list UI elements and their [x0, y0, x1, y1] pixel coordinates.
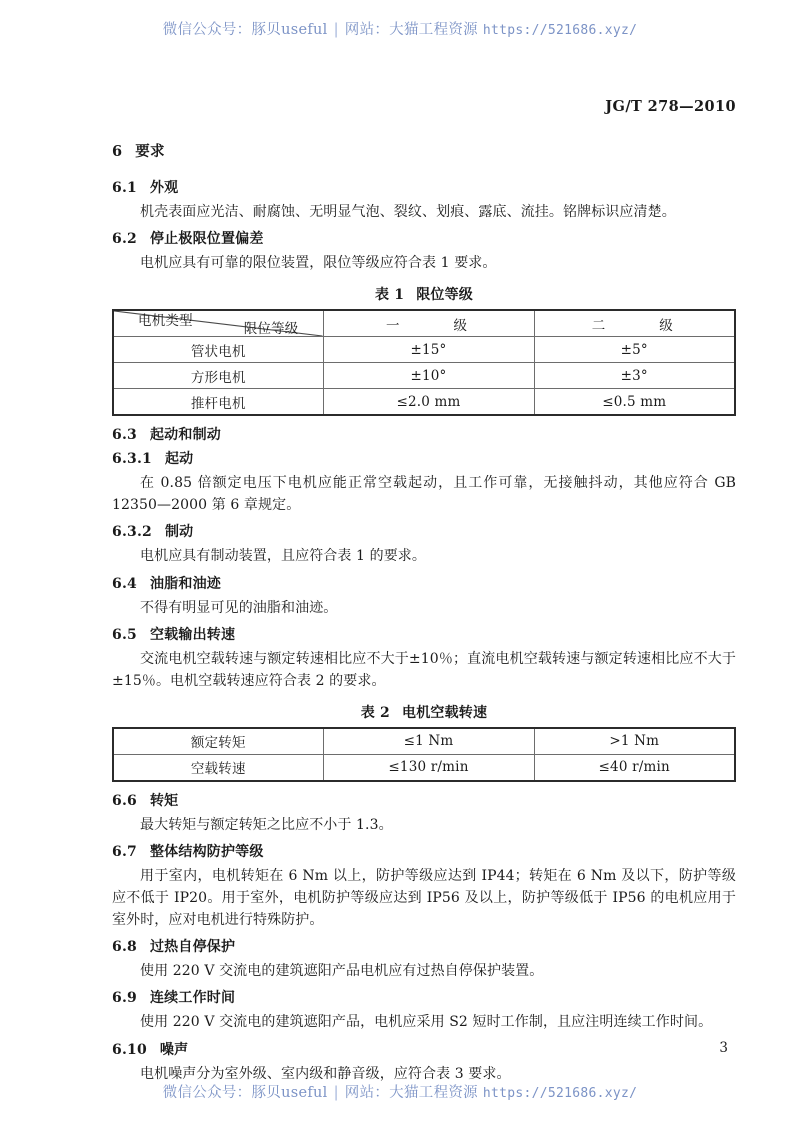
section-6-3-1-title: 起动: [164, 451, 194, 468]
section-6-6-number: 6.6: [112, 792, 137, 809]
section-6-2-body: 电机应具有可靠的限位装置，限位等级应符合表 1 要求。: [140, 255, 497, 272]
table-1-header-row: [113, 310, 735, 337]
document-body: [112, 140, 736, 1090]
section-6-6-body: 最大转矩与额定转矩之比应不小于 1.3。: [140, 816, 393, 833]
table-2-caption: [112, 702, 736, 722]
table-row: [113, 337, 735, 363]
section-6-4-number: 6.4: [112, 575, 137, 592]
table-2-row-1-label: 空载转速: [113, 754, 323, 781]
table-row: [113, 389, 735, 416]
section-6-3-1-heading: [112, 448, 736, 468]
section-6-2-heading: [112, 228, 736, 248]
table-1-corner-bottom-label: 电机类型: [138, 313, 193, 330]
watermark-site-label: 网站：大猫工程资源: [344, 1085, 478, 1101]
section-6-5-number: 6.5: [112, 626, 137, 643]
section-6-3-2-heading: [112, 521, 736, 541]
section-6-3-title: 起动和制动: [149, 427, 221, 444]
section-6-5-title: 空载输出转速: [149, 626, 236, 643]
table-row: [113, 363, 735, 389]
section-6-8-title: 过热自停保护: [149, 939, 236, 956]
section-6-6-heading: [112, 790, 736, 810]
table-1-col-header-1-label: 一 级: [386, 317, 476, 334]
clause-6-title: 要求: [135, 143, 165, 160]
table-1-caption: [112, 284, 736, 304]
table-1-caption-label: 表 1: [374, 287, 405, 304]
section-6-6-title: 转矩: [149, 792, 179, 809]
section-6-9-title: 连续工作时间: [149, 990, 236, 1007]
section-6-9-heading: [112, 987, 736, 1007]
watermark-url: https://521686.xyz/: [482, 23, 638, 38]
section-6-9-body: 使用 220 V 交流电的建筑遮阳产品，电机应采用 S2 短时工作制，且应注明连续工作时间。: [140, 1014, 713, 1031]
section-6-4-body: 不得有明显可见的油脂和油迹。: [140, 599, 338, 616]
section-6-3-2-title: 制动: [164, 524, 194, 541]
section-6-8-number: 6.8: [112, 939, 137, 956]
clause-6-number: 6: [112, 143, 123, 160]
table-row: [113, 728, 735, 755]
section-6-2-number: 6.2: [112, 231, 137, 248]
section-6-9-number: 6.9: [112, 990, 137, 1007]
table-1-row-1-label: 方形电机: [113, 363, 323, 389]
section-6-2-title: 停止极限位置偏差: [149, 231, 264, 248]
section-6-3-1-body: 在 0.85 倍额定电压下电机应能正常空载起动，且工作可靠，无接触抖动，其他应符合 GB 12350—2000 第 6 章规定。: [112, 475, 736, 514]
table-1-row-1-cell-1: ±3°: [534, 363, 735, 389]
table-2-row-1-cell-1: ≤40 r/min: [534, 754, 735, 781]
section-6-1-body: 机壳表面应光洁、耐腐蚀、无明显气泡、裂纹、划痕、露底、流挂。铭牌标识应清楚。: [140, 204, 676, 220]
clause-6-heading: [112, 140, 736, 161]
table-2: [112, 727, 736, 782]
section-6-4-title: 油脂和油迹: [149, 575, 221, 592]
section-6-5-body: 交流电机空载转速与额定转速相比应不大于±10％；直流电机空载转速与额定转速相比应不大于±15％。电机空载转速应符合表 2 的要求。: [112, 650, 736, 689]
table-2-row-1-cell-0: ≤130 r/min: [323, 754, 534, 781]
table-2-row-0-cell-0: ≤1 Nm: [323, 728, 534, 755]
watermark-bottom: [0, 1081, 800, 1102]
table-1-row-1-cell-0: ±10°: [323, 363, 534, 389]
table-1-row-0-cell-1: ±5°: [534, 337, 735, 363]
section-6-3-1-number: 6.3.1: [112, 451, 152, 468]
watermark-site-label: 网站：大猫工程资源: [344, 22, 478, 38]
watermark-wechat-label: 微信公众号：豚贝useful: [162, 22, 328, 38]
section-6-10-heading: [112, 1039, 736, 1059]
section-6-4-heading: [112, 573, 736, 593]
table-1-row-0-label: 管状电机: [113, 337, 323, 363]
section-6-8-body: 使用 220 V 交流电的建筑遮阳产品电机应有过热自停保护装置。: [140, 963, 544, 980]
page-number: 3: [719, 1040, 728, 1056]
table-1-row-0-cell-0: ±15°: [323, 337, 534, 363]
section-6-7-number: 6.7: [112, 843, 137, 860]
section-6-5-heading: [112, 624, 736, 644]
table-2-row-0-label: 额定转矩: [113, 728, 323, 755]
table-2-caption-label: 表 2: [360, 704, 390, 721]
section-6-1-title: 外观: [149, 180, 179, 196]
table-1-col-header-2-label: 二 级: [591, 317, 682, 334]
section-6-10-number: 6.10: [112, 1041, 147, 1058]
table-1-row-2-cell-1: ≤0.5 mm: [534, 389, 735, 416]
table-2-caption-title: 电机空载转速: [402, 704, 488, 721]
watermark-wechat-label: 微信公众号：豚贝useful: [162, 1085, 328, 1101]
section-6-3-2-body: 电机应具有制动装置，且应符合表 1 的要求。: [140, 548, 427, 565]
section-6-7-title: 整体结构防护等级: [149, 843, 264, 860]
section-6-7-heading: [112, 841, 736, 861]
watermark-separator: |: [333, 22, 339, 38]
table-1-corner-top-label: 限位等级: [243, 321, 299, 337]
table-1-row-2-label: 推杆电机: [113, 389, 323, 416]
watermark-url: https://521686.xyz/: [482, 1086, 638, 1101]
table-row: [113, 754, 735, 781]
section-6-3-heading: [112, 424, 736, 444]
section-6-8-heading: [112, 936, 736, 956]
section-6-1-heading: [112, 177, 736, 197]
watermark-separator: |: [333, 1085, 339, 1101]
section-6-3-number: 6.3: [112, 427, 137, 444]
watermark-top: [0, 18, 800, 39]
standard-number-header: JG/T 278—2010: [605, 98, 736, 115]
section-6-1-number: 6.1: [112, 180, 137, 196]
table-1-col-header-1: [323, 310, 534, 337]
section-6-10-body: 电机噪声分为室外级、室内级和静音级，应符合表 3 要求。: [140, 1065, 511, 1082]
table-2-row-0-cell-1: >1 Nm: [534, 728, 735, 755]
table-1-row-2-cell-0: ≤2.0 mm: [323, 389, 534, 416]
table-1-diagonal-header-cell: [113, 310, 323, 337]
table-1: [112, 309, 736, 416]
table-1-col-header-2: [534, 310, 735, 337]
section-6-7-body: 用于室内，电机转矩在 6 Nm 以上，防护等级应达到 IP44；转矩在 6 Nm 及以下，防护等级应不低于 IP20。用于室外，电机防护等级应达到 IP56 及以上，防护等级低于 IP56 的电机应用于室外时，应对电机进行特殊防护。: [112, 867, 736, 929]
section-6-10-title: 噪声: [159, 1041, 189, 1058]
section-6-3-2-number: 6.3.2: [112, 524, 152, 541]
table-1-caption-title: 限位等级: [416, 287, 474, 304]
